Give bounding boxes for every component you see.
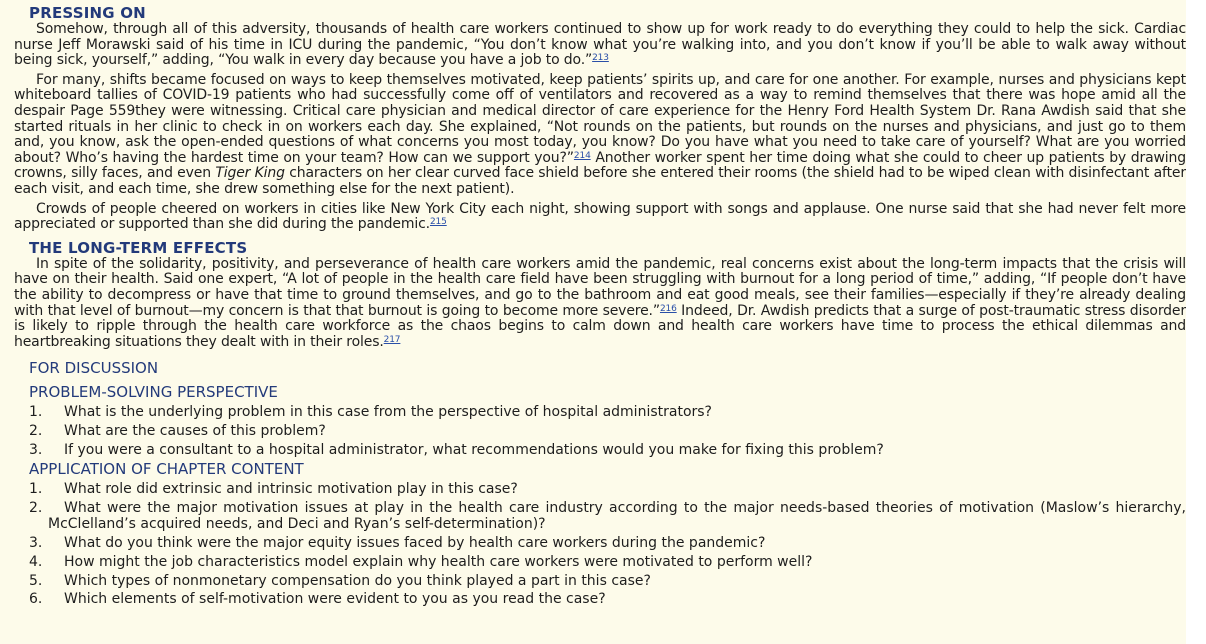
question-number: 3. [29,441,43,458]
problem-solving-questions [14,403,1186,459]
question-item [14,422,1186,441]
question-item [14,499,1186,534]
question-text: What were the major motivation issues at play in the health care industry according to the major needs-based theories of motivation (Maslow’s hierarchy, McClelland’s acquired needs, and Deci and Ryan’s self-determination)? [48,500,1186,532]
for-discussion-heading: FOR DISCUSSION [29,359,159,378]
question-text: Which elements of self-motivation were evident to you as you read the case? [64,591,606,608]
paragraph-text: Another worker spent her time doing what she could to cheer up patients by drawing crowns, silly faces, and even [14,149,1186,182]
document-content [14,4,1186,609]
paragraph [14,202,1186,233]
question-item [14,441,1186,460]
question-number: 2. [29,422,43,439]
paragraph [14,22,1186,69]
question-item [14,572,1186,591]
question-text: What is the underlying problem in this case from the perspective of hospital administrators? [64,404,712,421]
italic-title: Tiger King [215,165,285,182]
application-heading: APPLICATION OF CHAPTER CONTENT [29,460,304,479]
paragraph [14,73,1186,198]
paragraph-text: Somehow, through all of this adversity, thousands of health care workers continued to show up for work ready to do everything they could to help the sick. Cardiac nurse Jeff Morawski said of his time in ICU during the pandemic, “You don’t know what you’re walking into, and you don’t know if you’ll be able to walk away without being sick, yourself,” adding, “You walk in every day because you have a job to do.” [14,21,1186,69]
paragraph-text: Crowds of people cheered on workers in cities like New York City each night, showing support with songs and applause. One nurse said that she had never felt more appreciated or supported than she did during the pandemic. [14,200,1186,233]
problem-solving-heading: PROBLEM-SOLVING PERSPECTIVE [29,383,278,402]
question-number: 4. [29,553,43,570]
question-text: If you were a consultant to a hospital administrator, what recommendations would you make for fixing this problem? [64,441,884,458]
paragraph-text: characters on her clear curved face shield before she entered their rooms (the shield had to be wiped clean with disinfectant after each visit, and each time, she drew something else for the next patient). [14,165,1186,197]
question-number: 2. [29,500,43,517]
footnote-link[interactable]: 217 [383,334,401,345]
question-text: How might the job characteristics model explain why health care workers were motivated to perform well? [64,553,813,570]
footnote-link[interactable]: 216 [659,303,677,314]
question-number: 6. [29,591,43,608]
question-item [14,534,1186,553]
question-item [14,553,1186,572]
footnote-link[interactable]: 213 [592,53,609,64]
paragraph-text: In spite of the solidarity, positivity, and perseverance of health care workers amid the pandemic, real concerns exist about the long-term impacts that the crisis will have on their health. Said one expert, “A lot of people in the health care field have been struggling with burnout for a long period of time,” adding, “If people don’t have the ability to decompress or have that time to ground themselves, and go to the bathroom and eat good meals, see their families—especially if they’re already dealing with that level of burnout—my concern is that that burnout is going to become more severe.” [14,255,1186,319]
question-text: What do you think were the major equity issues faced by health care workers during the pandemic? [64,535,766,552]
application-questions [14,480,1186,609]
question-item [14,480,1186,499]
footnote-link[interactable]: 215 [429,217,447,228]
question-item [14,590,1186,609]
question-text: Which types of nonmonetary compensation do you think played a part in this case? [64,572,651,589]
question-item [14,403,1186,422]
question-number: 1. [29,481,43,498]
paragraph [14,257,1186,351]
question-number: 5. [29,572,43,589]
paragraph-text: Indeed, Dr. Awdish predicts that a surge of post-traumatic stress disorder is likely to ripple through the health care workforce as the chaos begins to calm down and health care workers have time to process the ethical dilemmas and heartbreaking situations they dealt with in their roles. [14,302,1186,350]
question-number: 3. [29,535,43,552]
question-number: 1. [29,404,43,421]
question-text: What role did extrinsic and intrinsic motivation play in this case? [64,481,518,498]
footnote-link[interactable]: 214 [573,150,591,161]
section-heading-long-term-effects: THE LONG-TERM EFFECTS [29,238,248,257]
section-heading-pressing-on: PRESSING ON [29,4,146,22]
paragraph-text: For many, shifts became focused on ways to keep themselves motivated, keep patients’ spirits up, and care for one another. For example, nurses and physicians kept whiteboard tallies of COVID-19 patients who had successfully come off of ventilators and recovered as a way to remind themselves that there was hope amid all the despair Page 559they were witnessing. Critical care physician and medical director of care experience for the Henry Ford Health System Dr. Rana Awdish said that she started rituals in her clinic to check in on workers each day. She explained, “Not rounds on the patients, but rounds on the nurses and physicians, and just go to them and, you know, ask the open-ended questions of what concerns you most today, you know? Do you have what you need to take care of yourself? What are you worried about? Who’s having the hardest time on your team? How can we support you?” [14,71,1186,166]
question-text: What are the causes of this problem? [64,422,326,439]
